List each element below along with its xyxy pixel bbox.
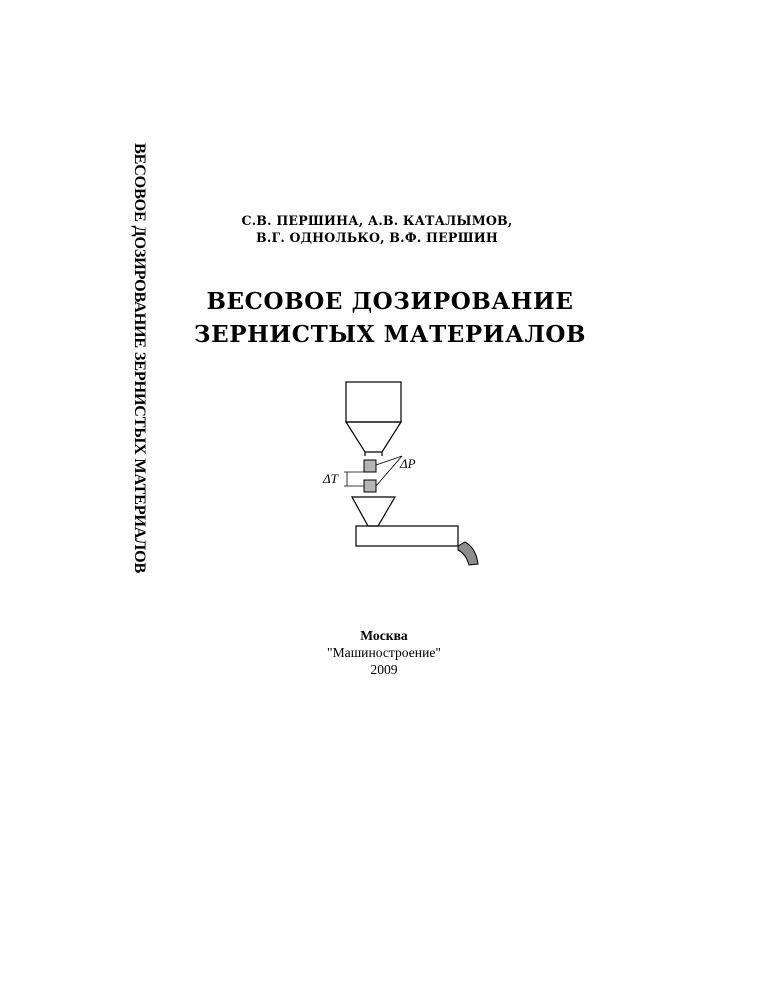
hopper-cone (346, 422, 401, 452)
authors-line-2: В.Г. ОДНОЛЬКО, В.Ф. ПЕРШИН (256, 230, 498, 245)
portion-upper (364, 460, 376, 472)
book-title-line-1: ВЕСОВОЕ ДОЗИРОВАНИЕ (206, 288, 574, 315)
book-title-line-2: ЗЕРНИСТЫХ МАТЕРИАЛОВ (193, 321, 587, 348)
receiving-funnel (352, 497, 395, 526)
authors (230, 212, 524, 246)
publisher-city: Москва (360, 628, 408, 643)
delta-t-label: ΔT (323, 471, 338, 486)
output-chute (458, 542, 478, 565)
conveyor-trough (356, 526, 458, 546)
hopper-body (346, 382, 401, 422)
spine-title: ВЕСОВОЕ ДОЗИРОВАНИЕ ЗЕРНИСТЫХ МАТЕРИАЛОВ (131, 142, 150, 574)
publisher-name: "Машиностроение" (327, 645, 441, 660)
spine (128, 132, 152, 584)
publication-year: 2009 (370, 662, 398, 677)
authors-line-1: С.В. ПЕРШИНА, А.В. КАТАЛЫМОВ, (241, 213, 513, 228)
portion-lower (364, 480, 376, 492)
delta-p-label: ΔP (400, 456, 416, 471)
publisher-block (284, 627, 484, 678)
book-title (180, 285, 600, 351)
dosing-diagram (300, 376, 500, 576)
